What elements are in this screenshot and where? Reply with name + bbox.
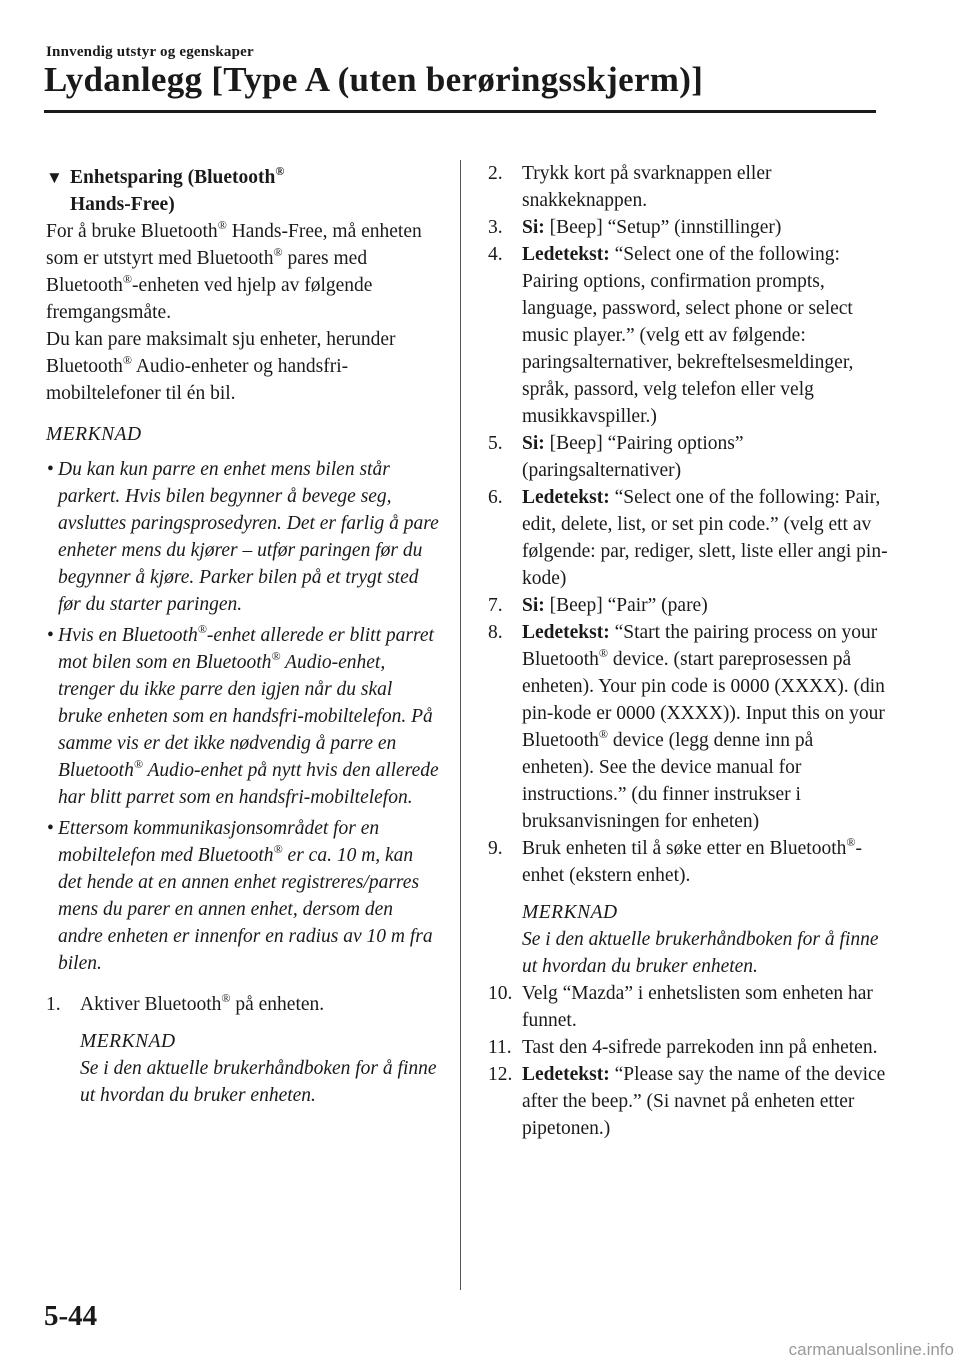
bullet-icon: •: [47, 459, 54, 480]
intro-paragraph: For å bruke Bluetooth® Hands-Free, må enheten som er utstyrt med Bluetooth® pares med Bluetooth®-enheten ved hjelp av følgende fremgangsmåte.: [46, 217, 422, 323]
note-bullet: • Hvis en Bluetooth®-enhet allerede er blitt parret mot bilen som en Bluetooth® Audio-enhet, trenger du ikke parre den igjen når du skal bruke enheten som en handsfri-mobiltelefon. På samme vis er det ikke nødvendig å parre en Bluetooth® Audio-enhet på nytt hvis den allerede har blitt parret som en handsfri-mobiltelefon.: [47, 621, 439, 808]
header-subtitle: Innvendig utstyr og egenskaper: [46, 44, 254, 60]
step-3: 3. Si: [Beep] “Setup” (innstillinger): [488, 217, 782, 238]
triangle-icon: ▼: [46, 168, 63, 187]
intro-paragraph-2: Du kan pare maksimalt sju enheter, herunder Bluetooth® Audio-enheter og handsfri-mobiltelefoner til én bil.: [46, 329, 396, 404]
step-2: 2. Trykk kort på svarknappen eller snakkeknappen.: [488, 163, 772, 211]
left-column: [46, 164, 441, 1109]
step-5: 5. Si: [Beep] “Pairing options” (paringsalternativer): [488, 433, 744, 481]
step-8: 8. Ledetekst: “Start the pairing process on your Bluetooth® device. (start pareprosessen på enheten). Your pin code is 0000 (XXXX). (din pin-kode er 0000 (XXXX)). Input this on your Bluetooth® device (legg denne inn på enheten). See the device manual for instructions.” (du finner instrukser i bruksanvisningen for enheten): [488, 622, 885, 832]
note-bullet: • Du kan kun parre en enhet mens bilen står parkert. Hvis bilen begynner å bevege seg, avsluttes paringsprosedyren. Det er farlig å pare enheter mens du kjører – utfør paringen før du begynner å kjøre. Parker bilen på et trygt sted før du starter paringen.: [46, 456, 441, 618]
watermark: carmanualsonline.info: [788, 1340, 954, 1359]
step-10: 10. Velg “Mazda” i enhetslisten som enheten har funnet.: [488, 983, 873, 1031]
step-7: 7. Si: [Beep] “Pair” (pare): [488, 595, 708, 616]
step-9-note: MERKNAD Se i den aktuelle brukerhåndboken for å finne ut hvordan du bruker enheten.: [522, 902, 879, 977]
right-column: [488, 160, 888, 1142]
bullet-icon: •: [47, 625, 54, 646]
column-divider: [460, 160, 461, 1290]
note-title: MERKNAD: [46, 424, 142, 445]
note-bullet: • Ettersom kommunikasjonsområdet for en mobiltelefon med Bluetooth® er ca. 10 m, kan det hende at en annen enhet registreres/parres mens du parer en annen enhet, dersom den andre enheten er innenfor en radius av 10 m fra bilen.: [46, 815, 441, 977]
step-6: 6. Ledetekst: “Select one of the following: Pair, edit, delete, list, or set pin code.” (velg ett av følgende: par, rediger, slett, liste eller angi pin-kode): [488, 487, 888, 589]
step-11: 11. Tast den 4-sifrede parrekoden inn på enheten.: [488, 1037, 878, 1058]
page-title: Lydanlegg [Type A (uten berøringsskjerm)]: [44, 60, 704, 99]
page-number: 5-44: [44, 1300, 98, 1332]
step-12: 12. Ledetekst: “Please say the name of the device after the beep.” (Si navnet på enheten etter pipetonen.): [488, 1064, 886, 1139]
step-4: 4. Ledetekst: “Select one of the following: Pairing options, confirmation prompts, language, password, select phone or select music player.” (velg ett av følgende: paringsalternativer, bekreftelsesmeldinger, språk, passord, velg telefon eller velg musikkavspiller.): [488, 244, 854, 427]
step-1: 1. Aktiver Bluetooth® på enheten.: [46, 990, 325, 1015]
step-9: 9. Bruk enheten til å søke etter en Bluetooth®-enhet (ekstern enhet).: [488, 834, 862, 886]
header-rule: [44, 110, 876, 113]
step-1-note: MERKNAD Se i den aktuelle brukerhåndboken for å finne ut hvordan du bruker enheten.: [80, 1031, 437, 1106]
bullet-icon: •: [47, 818, 54, 839]
section-heading: ▼ Enhetsparing (Bluetooth® Hands-Free): [46, 163, 285, 215]
